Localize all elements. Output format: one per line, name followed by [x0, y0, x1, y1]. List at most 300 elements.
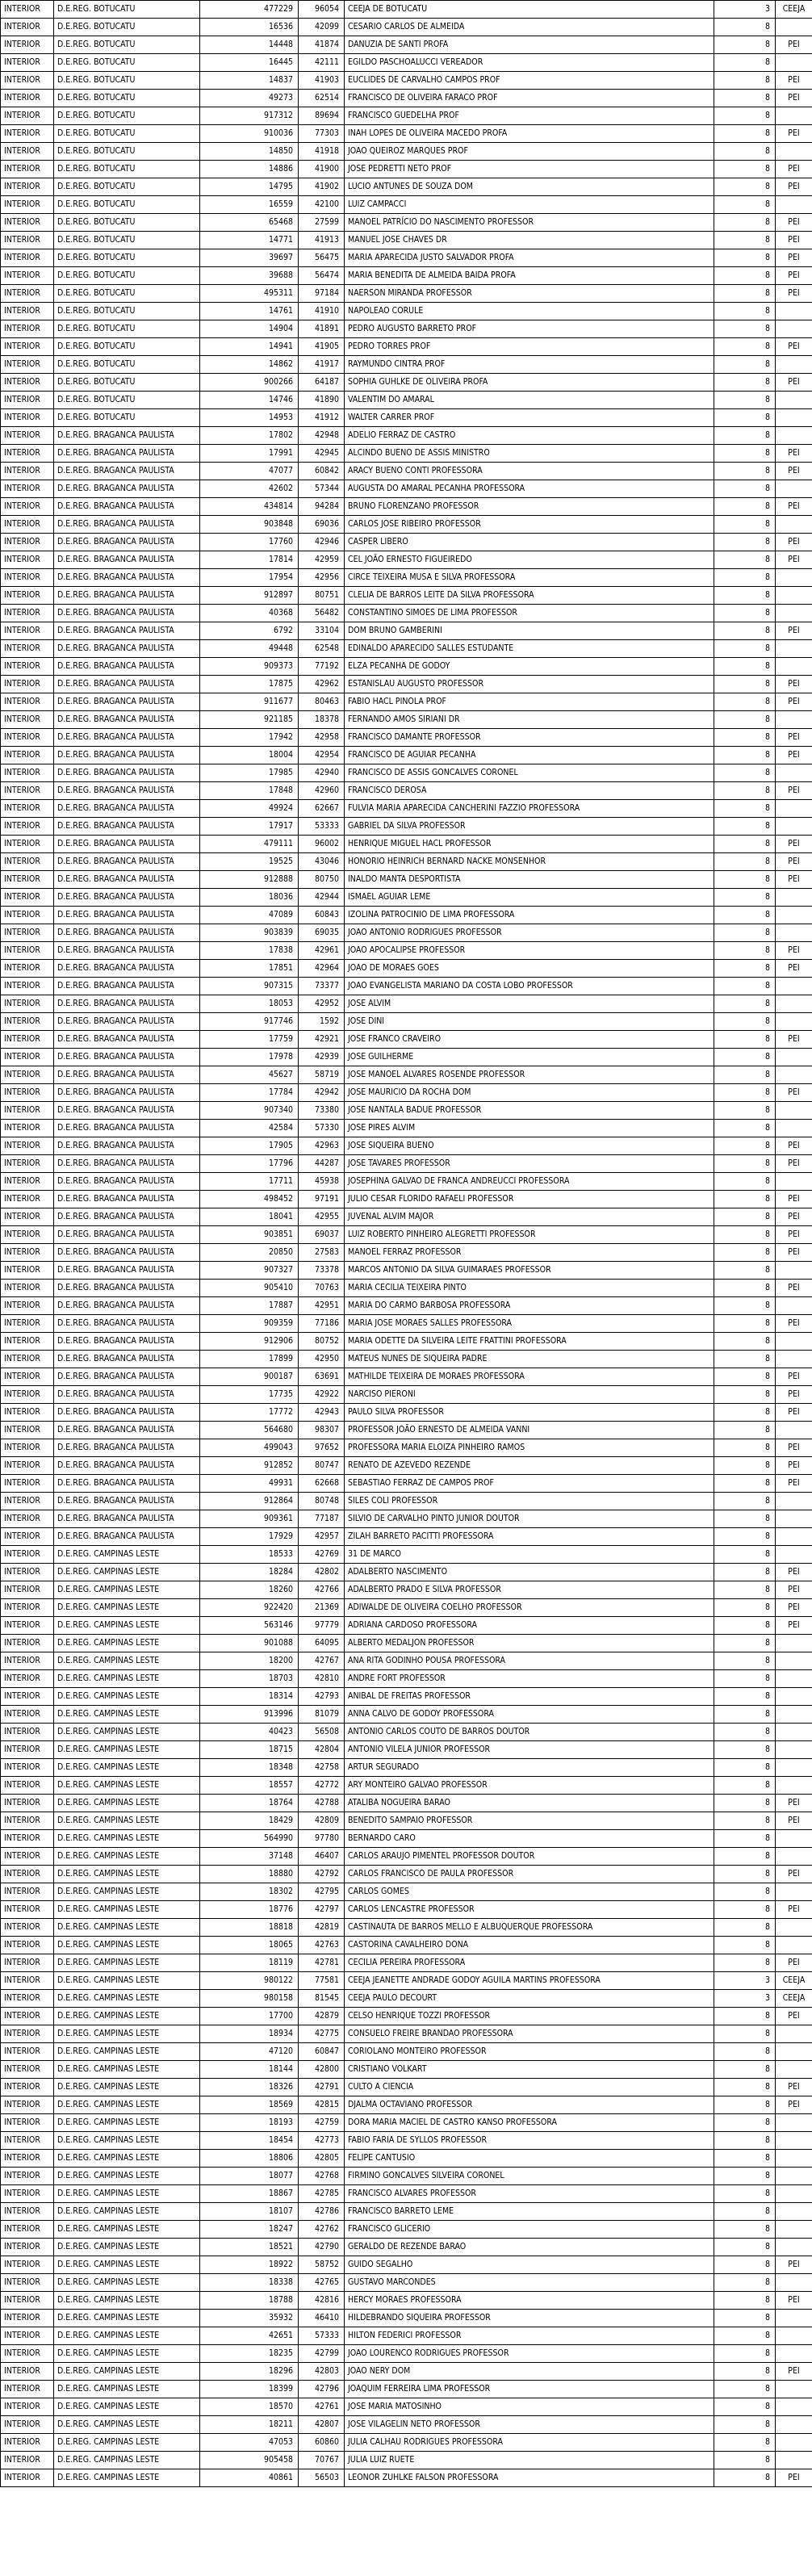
code-cell: 563146	[200, 1617, 299, 1635]
school-name-cell: CLELIA DE BARROS LEITE DA SILVA PROFESSORA	[345, 587, 714, 605]
table-row	[1, 1546, 812, 1564]
program-cell	[776, 2168, 812, 2185]
program-cell: PEI	[776, 2256, 812, 2274]
cie-cell: 21369	[299, 1599, 345, 1617]
directorate-cell: D.E.REG. BRAGANCA PAULISTA	[54, 640, 200, 658]
type-code-cell: 8	[714, 1848, 776, 1866]
program-cell	[776, 196, 812, 214]
program-cell: PEI	[776, 836, 812, 853]
table-row	[1, 676, 812, 693]
code-cell: 35932	[200, 2310, 299, 2327]
directorate-cell: D.E.REG. BOTUCATU	[54, 196, 200, 214]
region-cell: INTERIOR	[1, 143, 54, 161]
region-cell: INTERIOR	[1, 232, 54, 249]
region-cell: INTERIOR	[1, 1581, 54, 1599]
school-name-cell: MARIA CECILIA TEIXEIRA PINTO	[345, 1280, 714, 1297]
region-cell: INTERIOR	[1, 960, 54, 978]
program-cell	[776, 1120, 812, 1137]
table-row	[1, 2150, 812, 2168]
cie-cell: 41917	[299, 356, 345, 374]
program-cell: PEI	[776, 1812, 812, 1830]
region-cell: INTERIOR	[1, 924, 54, 942]
program-cell	[776, 2327, 812, 2345]
directorate-cell: D.E.REG. BRAGANCA PAULISTA	[54, 445, 200, 463]
table-row	[1, 2381, 812, 2398]
code-cell: 909361	[200, 1510, 299, 1528]
code-cell: 49273	[200, 90, 299, 107]
school-name-cell: JOAO APOCALIPSE PROFESSOR	[345, 942, 714, 960]
directorate-cell: D.E.REG. CAMPINAS LESTE	[54, 2363, 200, 2381]
school-name-cell: DANUZIA DE SANTI PROFA	[345, 36, 714, 54]
program-cell: PEI	[776, 1439, 812, 1457]
type-code-cell: 8	[714, 285, 776, 303]
region-cell: INTERIOR	[1, 1155, 54, 1173]
table-row	[1, 2185, 812, 2203]
code-cell: 17954	[200, 569, 299, 587]
directorate-cell: D.E.REG. CAMPINAS LESTE	[54, 2043, 200, 2061]
table-row	[1, 214, 812, 232]
program-cell: PEI	[776, 1084, 812, 1102]
program-cell	[776, 1688, 812, 1706]
code-cell: 6792	[200, 622, 299, 640]
type-code-cell: 8	[714, 818, 776, 836]
code-cell: 42651	[200, 2327, 299, 2345]
code-cell: 18296	[200, 2363, 299, 2381]
type-code-cell: 8	[714, 463, 776, 480]
type-code-cell: 8	[714, 1617, 776, 1635]
table-row	[1, 889, 812, 907]
table-row	[1, 1706, 812, 1724]
cie-cell: 42802	[299, 1564, 345, 1581]
cie-cell: 42100	[299, 196, 345, 214]
type-code-cell: 8	[714, 587, 776, 605]
cie-cell: 73378	[299, 1262, 345, 1280]
table-row	[1, 143, 812, 161]
code-cell: 18314	[200, 1688, 299, 1706]
code-cell: 18211	[200, 2416, 299, 2434]
program-cell	[776, 1297, 812, 1315]
type-code-cell: 8	[714, 1937, 776, 1954]
directorate-cell: D.E.REG. BRAGANCA PAULISTA	[54, 1226, 200, 1244]
type-code-cell: 8	[714, 2363, 776, 2381]
table-row	[1, 1049, 812, 1066]
cie-cell: 41910	[299, 303, 345, 320]
cie-cell: 73380	[299, 1102, 345, 1120]
program-cell: PEI	[776, 960, 812, 978]
region-cell: INTERIOR	[1, 2398, 54, 2416]
cie-cell: 42099	[299, 19, 345, 36]
school-name-cell: MANUEL JOSE CHAVES DR	[345, 232, 714, 249]
code-cell: 14886	[200, 161, 299, 178]
cie-cell: 70763	[299, 1280, 345, 1297]
school-name-cell: WALTER CARRER PROF	[345, 409, 714, 427]
cie-cell: 42942	[299, 1084, 345, 1102]
region-cell: INTERIOR	[1, 1031, 54, 1049]
table-row	[1, 1883, 812, 1901]
type-code-cell: 8	[714, 2025, 776, 2043]
directorate-cell: D.E.REG. CAMPINAS LESTE	[54, 2345, 200, 2363]
program-cell	[776, 1759, 812, 1777]
school-name-cell: CEEJA PAULO DECOURT	[345, 1990, 714, 2008]
program-cell	[776, 605, 812, 622]
code-cell: 18934	[200, 2025, 299, 2043]
school-name-cell: JOSE GUILHERME	[345, 1049, 714, 1066]
type-code-cell: 8	[714, 2416, 776, 2434]
directorate-cell: D.E.REG. BRAGANCA PAULISTA	[54, 1066, 200, 1084]
table-row	[1, 800, 812, 818]
region-cell: INTERIOR	[1, 2452, 54, 2469]
region-cell: INTERIOR	[1, 569, 54, 587]
directorate-cell: D.E.REG. BOTUCATU	[54, 54, 200, 72]
school-name-cell: JULIA CALHAU RODRIGUES PROFESSORA	[345, 2434, 714, 2452]
table-row	[1, 1688, 812, 1706]
school-name-cell: CONSUELO FREIRE BRANDAO PROFESSORA	[345, 2025, 714, 2043]
table-row	[1, 1564, 812, 1581]
school-name-cell: FELIPE CANTUSIO	[345, 2150, 714, 2168]
region-cell: INTERIOR	[1, 1830, 54, 1848]
code-cell: 980122	[200, 1972, 299, 1990]
region-cell: INTERIOR	[1, 534, 54, 551]
table-row	[1, 107, 812, 125]
cie-cell: 42807	[299, 2416, 345, 2434]
region-cell: INTERIOR	[1, 1848, 54, 1866]
table-row	[1, 1848, 812, 1866]
directorate-cell: D.E.REG. BRAGANCA PAULISTA	[54, 1155, 200, 1173]
directorate-cell: D.E.REG. CAMPINAS LESTE	[54, 1812, 200, 1830]
directorate-cell: D.E.REG. BRAGANCA PAULISTA	[54, 995, 200, 1013]
region-cell: INTERIOR	[1, 392, 54, 409]
type-code-cell: 8	[714, 1191, 776, 1208]
school-name-cell: CEL JOÃO ERNESTO FIGUEIREDO	[345, 551, 714, 569]
cie-cell: 70767	[299, 2452, 345, 2469]
school-name-cell: CECILIA PEREIRA PROFESSORA	[345, 1954, 714, 1972]
type-code-cell: 8	[714, 1066, 776, 1084]
table-row	[1, 1422, 812, 1439]
region-cell: INTERIOR	[1, 2469, 54, 2487]
type-code-cell: 8	[714, 889, 776, 907]
program-cell: PEI	[776, 747, 812, 764]
program-cell	[776, 889, 812, 907]
cie-cell: 42954	[299, 747, 345, 764]
region-cell: INTERIOR	[1, 107, 54, 125]
code-cell: 903848	[200, 516, 299, 534]
region-cell: INTERIOR	[1, 2061, 54, 2079]
cie-cell: 42955	[299, 1208, 345, 1226]
table-row	[1, 1280, 812, 1297]
region-cell: INTERIOR	[1, 1635, 54, 1652]
region-cell: INTERIOR	[1, 1777, 54, 1795]
directorate-cell: D.E.REG. CAMPINAS LESTE	[54, 1706, 200, 1724]
program-cell	[776, 1777, 812, 1795]
table-row	[1, 605, 812, 622]
cie-cell: 42792	[299, 1866, 345, 1883]
program-cell	[776, 2452, 812, 2469]
cie-cell: 60842	[299, 463, 345, 480]
table-row	[1, 1084, 812, 1102]
region-cell: INTERIOR	[1, 516, 54, 534]
directorate-cell: D.E.REG. BOTUCATU	[54, 125, 200, 143]
directorate-cell: D.E.REG. BRAGANCA PAULISTA	[54, 1262, 200, 1280]
type-code-cell: 8	[714, 1422, 776, 1439]
cie-cell: 27583	[299, 1244, 345, 1262]
directorate-cell: D.E.REG. CAMPINAS LESTE	[54, 2239, 200, 2256]
region-cell: INTERIOR	[1, 1741, 54, 1759]
region-cell: INTERIOR	[1, 161, 54, 178]
program-cell: PEI	[776, 782, 812, 800]
program-cell	[776, 1510, 812, 1528]
cie-cell: 42769	[299, 1546, 345, 1564]
cie-cell: 42799	[299, 2345, 345, 2363]
table-row	[1, 1368, 812, 1386]
program-cell: CEEJA	[776, 1, 812, 19]
type-code-cell: 8	[714, 178, 776, 196]
cie-cell: 42960	[299, 782, 345, 800]
code-cell: 18521	[200, 2239, 299, 2256]
code-cell: 17985	[200, 764, 299, 782]
cie-cell: 97780	[299, 1830, 345, 1848]
type-code-cell: 8	[714, 1546, 776, 1564]
region-cell: INTERIOR	[1, 1, 54, 19]
school-name-cell: SILES COLI PROFESSOR	[345, 1493, 714, 1510]
table-body	[1, 1, 812, 2487]
type-code-cell: 8	[714, 2381, 776, 2398]
region-cell: INTERIOR	[1, 978, 54, 995]
directorate-cell: D.E.REG. CAMPINAS LESTE	[54, 2061, 200, 2079]
school-name-cell: ESTANISLAU AUGUSTO PROFESSOR	[345, 676, 714, 693]
directorate-cell: D.E.REG. BRAGANCA PAULISTA	[54, 907, 200, 924]
program-cell: PEI	[776, 232, 812, 249]
type-code-cell: 8	[714, 143, 776, 161]
cie-cell: 42772	[299, 1777, 345, 1795]
directorate-cell: D.E.REG. BRAGANCA PAULISTA	[54, 1333, 200, 1351]
type-code-cell: 8	[714, 2256, 776, 2274]
region-cell: INTERIOR	[1, 409, 54, 427]
table-row	[1, 978, 812, 995]
directorate-cell: D.E.REG. BOTUCATU	[54, 374, 200, 392]
cie-cell: 42956	[299, 569, 345, 587]
code-cell: 14448	[200, 36, 299, 54]
table-row	[1, 480, 812, 498]
program-cell	[776, 658, 812, 676]
cie-cell: 42950	[299, 1351, 345, 1368]
table-row	[1, 1457, 812, 1475]
school-name-cell: RENATO DE AZEVEDO REZENDE	[345, 1457, 714, 1475]
cie-cell: 42958	[299, 729, 345, 747]
directorate-cell: D.E.REG. CAMPINAS LESTE	[54, 1724, 200, 1741]
cie-cell: 42961	[299, 942, 345, 960]
type-code-cell: 8	[714, 1315, 776, 1333]
school-name-cell: ANTONIO VILELA JUNIOR PROFESSOR	[345, 1741, 714, 1759]
program-cell: PEI	[776, 1954, 812, 1972]
region-cell: INTERIOR	[1, 995, 54, 1013]
type-code-cell: 8	[714, 2292, 776, 2310]
program-cell	[776, 569, 812, 587]
program-cell	[776, 1102, 812, 1120]
region-cell: INTERIOR	[1, 729, 54, 747]
directorate-cell: D.E.REG. CAMPINAS LESTE	[54, 1688, 200, 1706]
region-cell: INTERIOR	[1, 907, 54, 924]
code-cell: 19525	[200, 853, 299, 871]
region-cell: INTERIOR	[1, 1510, 54, 1528]
cie-cell: 42940	[299, 764, 345, 782]
school-name-cell: HONORIO HEINRICH BERNARD NACKE MONSENHOR	[345, 853, 714, 871]
type-code-cell: 8	[714, 871, 776, 889]
table-row	[1, 1315, 812, 1333]
type-code-cell: 8	[714, 1280, 776, 1297]
table-row	[1, 1901, 812, 1919]
table-row	[1, 2096, 812, 2114]
cie-cell: 63691	[299, 1368, 345, 1386]
region-cell: INTERIOR	[1, 1688, 54, 1706]
type-code-cell: 8	[714, 1652, 776, 1670]
code-cell: 18247	[200, 2221, 299, 2239]
code-cell: 913996	[200, 1706, 299, 1724]
cie-cell: 41913	[299, 232, 345, 249]
school-name-cell: JOSE PEDRETTI NETO PROF	[345, 161, 714, 178]
cie-cell: 42944	[299, 889, 345, 907]
type-code-cell: 8	[714, 409, 776, 427]
cie-cell: 42797	[299, 1901, 345, 1919]
cie-cell: 69035	[299, 924, 345, 942]
code-cell: 49931	[200, 1475, 299, 1493]
directorate-cell: D.E.REG. BOTUCATU	[54, 72, 200, 90]
region-cell: INTERIOR	[1, 2345, 54, 2363]
type-code-cell: 8	[714, 2185, 776, 2203]
code-cell: 18326	[200, 2079, 299, 2096]
directorate-cell: D.E.REG. CAMPINAS LESTE	[54, 1830, 200, 1848]
code-cell: 17814	[200, 551, 299, 569]
type-code-cell: 8	[714, 125, 776, 143]
program-cell: PEI	[776, 1457, 812, 1475]
table-row	[1, 1475, 812, 1493]
directorate-cell: D.E.REG. BOTUCATU	[54, 356, 200, 374]
directorate-cell: D.E.REG. BRAGANCA PAULISTA	[54, 658, 200, 676]
type-code-cell: 8	[714, 764, 776, 782]
type-code-cell: 3	[714, 1990, 776, 2008]
region-cell: INTERIOR	[1, 196, 54, 214]
table-row	[1, 1351, 812, 1368]
code-cell: 16536	[200, 19, 299, 36]
code-cell: 17784	[200, 1084, 299, 1102]
directorate-cell: D.E.REG. BRAGANCA PAULISTA	[54, 729, 200, 747]
type-code-cell: 8	[714, 2274, 776, 2292]
program-cell: PEI	[776, 1155, 812, 1173]
cie-cell: 42795	[299, 1883, 345, 1901]
table-row	[1, 1386, 812, 1404]
school-name-cell: DORA MARIA MACIEL DE CASTRO KANSO PROFESSORA	[345, 2114, 714, 2132]
program-cell	[776, 818, 812, 836]
region-cell: INTERIOR	[1, 942, 54, 960]
type-code-cell: 8	[714, 1564, 776, 1581]
code-cell: 905410	[200, 1280, 299, 1297]
type-code-cell: 8	[714, 2203, 776, 2221]
type-code-cell: 8	[714, 196, 776, 214]
cie-cell: 42788	[299, 1795, 345, 1812]
code-cell: 980158	[200, 1990, 299, 2008]
type-code-cell: 8	[714, 1688, 776, 1706]
directorate-cell: D.E.REG. CAMPINAS LESTE	[54, 2079, 200, 2096]
code-cell: 16559	[200, 196, 299, 214]
region-cell: INTERIOR	[1, 587, 54, 605]
school-name-cell: JOSE NANTALA BADUE PROFESSOR	[345, 1102, 714, 1120]
code-cell: 18053	[200, 995, 299, 1013]
code-cell: 47053	[200, 2434, 299, 2452]
school-name-cell: BRUNO FLORENZANO PROFESSOR	[345, 498, 714, 516]
table-row	[1, 1652, 812, 1670]
code-cell: 14862	[200, 356, 299, 374]
school-name-cell: CARLOS LENCASTRE PROFESSOR	[345, 1901, 714, 1919]
directorate-cell: D.E.REG. BRAGANCA PAULISTA	[54, 622, 200, 640]
cie-cell: 81545	[299, 1990, 345, 2008]
cie-cell: 77192	[299, 658, 345, 676]
cie-cell: 60847	[299, 2043, 345, 2061]
directorate-cell: D.E.REG. BRAGANCA PAULISTA	[54, 427, 200, 445]
school-name-cell: PEDRO AUGUSTO BARRETO PROF	[345, 320, 714, 338]
type-code-cell: 8	[714, 54, 776, 72]
school-name-cell: 31 DE MARCO	[345, 1546, 714, 1564]
directorate-cell: D.E.REG. CAMPINAS LESTE	[54, 1546, 200, 1564]
school-name-cell: FRANCISCO DE OLIVEIRA FARACO PROF	[345, 90, 714, 107]
program-cell: PEI	[776, 1901, 812, 1919]
code-cell: 18880	[200, 1866, 299, 1883]
cie-cell: 56503	[299, 2469, 345, 2487]
type-code-cell: 8	[714, 853, 776, 871]
school-name-cell: JOSEPHINA GALVAO DE FRANCA ANDREUCCI PROFESSORA	[345, 1173, 714, 1191]
type-code-cell: 8	[714, 1919, 776, 1937]
cie-cell: 41891	[299, 320, 345, 338]
type-code-cell: 8	[714, 1954, 776, 1972]
type-code-cell: 8	[714, 1599, 776, 1617]
code-cell: 14795	[200, 178, 299, 196]
code-cell: 18764	[200, 1795, 299, 1812]
directorate-cell: D.E.REG. BRAGANCA PAULISTA	[54, 551, 200, 569]
region-cell: INTERIOR	[1, 1013, 54, 1031]
program-cell	[776, 1635, 812, 1652]
program-cell	[776, 2434, 812, 2452]
table-row	[1, 658, 812, 676]
code-cell: 498452	[200, 1191, 299, 1208]
directorate-cell: D.E.REG. CAMPINAS LESTE	[54, 2150, 200, 2168]
code-cell: 907340	[200, 1102, 299, 1120]
table-row	[1, 1102, 812, 1120]
program-cell: PEI	[776, 2363, 812, 2381]
type-code-cell: 8	[714, 498, 776, 516]
code-cell: 917746	[200, 1013, 299, 1031]
table-row	[1, 587, 812, 605]
table-row	[1, 1013, 812, 1031]
code-cell: 901088	[200, 1635, 299, 1652]
school-name-cell: GABRIEL DA SILVA PROFESSOR	[345, 818, 714, 836]
type-code-cell: 8	[714, 2434, 776, 2452]
cie-cell: 42775	[299, 2025, 345, 2043]
directorate-cell: D.E.REG. BRAGANCA PAULISTA	[54, 1137, 200, 1155]
directorate-cell: D.E.REG. CAMPINAS LESTE	[54, 1883, 200, 1901]
code-cell: 17760	[200, 534, 299, 551]
school-name-cell: PROFESSOR JOÃO ERNESTO DE ALMEIDA VANNI	[345, 1422, 714, 1439]
school-name-cell: EDINALDO APARECIDO SALLES ESTUDANTE	[345, 640, 714, 658]
table-row	[1, 1226, 812, 1244]
code-cell: 18776	[200, 1901, 299, 1919]
region-cell: INTERIOR	[1, 1475, 54, 1493]
type-code-cell: 8	[714, 2398, 776, 2416]
directorate-cell: D.E.REG. CAMPINAS LESTE	[54, 1795, 200, 1812]
type-code-cell: 8	[714, 995, 776, 1013]
region-cell: INTERIOR	[1, 2381, 54, 2398]
cie-cell: 42809	[299, 1812, 345, 1830]
school-name-cell: JOSE TAVARES PROFESSOR	[345, 1155, 714, 1173]
school-name-cell: PROFESSORA MARIA ELOIZA PINHEIRO RAMOS	[345, 1439, 714, 1457]
type-code-cell: 8	[714, 1084, 776, 1102]
